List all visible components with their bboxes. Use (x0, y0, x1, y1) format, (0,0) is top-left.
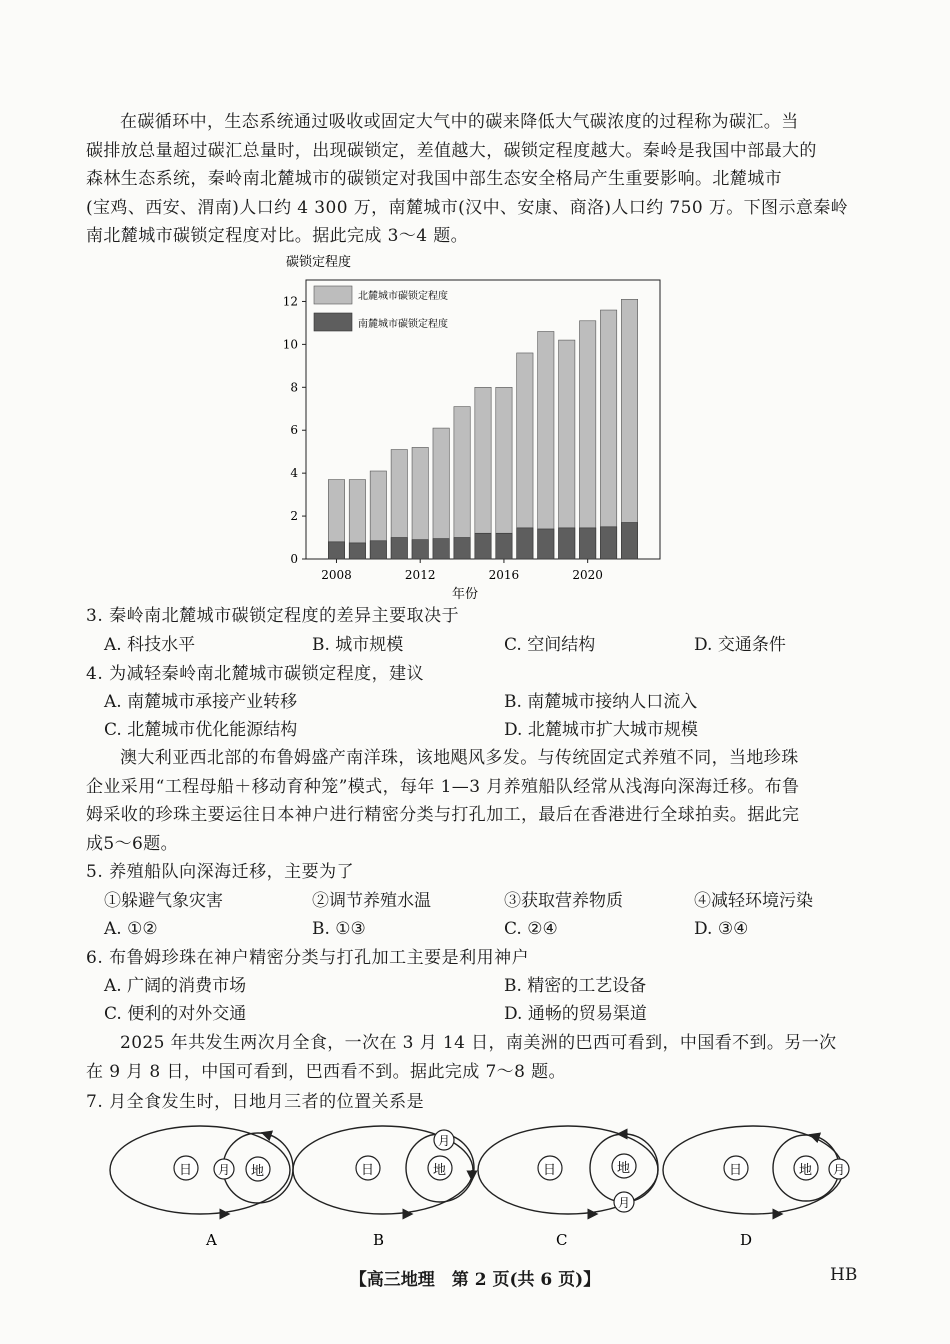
q3-option-d[interactable]: D. 交通条件 (694, 635, 786, 655)
moon-label: 月 (218, 1163, 231, 1177)
bar-south-2015 (475, 533, 491, 559)
y-tick-label: 4 (290, 466, 298, 481)
q6-option-d[interactable]: D. 通畅的贸易渠道 (504, 1004, 647, 1024)
intro1-line: (宝鸡、西安、渭南)人口约 4 300 万，南麓城市(汉中、安康、商洛)人口约 750 万。下图示意秦岭 (86, 197, 849, 218)
page-footer: 【高三地理 第 2 页(共 6 页)】 (349, 1270, 601, 1290)
bar-north-2014 (454, 407, 470, 559)
bar-south-2017 (517, 528, 533, 559)
intro1-line: 碳排放总量超过碳汇总量时，出现碳锁定，差值越大，碳锁定程度越大。秦岭是我国中部最大的 (86, 140, 817, 161)
q5-item-1: ①躲避气象灾害 (104, 891, 223, 911)
bar-south-2016 (496, 533, 512, 559)
x-tick-label: 2008 (321, 568, 352, 582)
y-tick-label: 10 (282, 337, 298, 352)
diagram-option-c[interactable] (478, 1126, 658, 1249)
legend-label-north: 北麓城市碳锁定程度 (358, 291, 448, 302)
legend-swatch-south (314, 313, 352, 331)
diagram-label-d: D (740, 1231, 753, 1249)
sun-label: 日 (543, 1163, 557, 1178)
q3-option-c[interactable]: C. 空间结构 (504, 635, 596, 655)
q6-option-b[interactable]: B. 精密的工艺设备 (504, 976, 647, 996)
q5-item-2: ②调节养殖水温 (312, 891, 431, 911)
q5-item-3: ③获取营养物质 (504, 891, 623, 911)
intro2-line: 姆采收的珍珠主要运往日本神户进行精密分类与打孔加工，最后在香港进行全球拍卖。据此完 (86, 805, 800, 825)
q6-option-c[interactable]: C. 便利的对外交通 (104, 1004, 247, 1024)
bar-north-2021 (600, 310, 616, 559)
earth-label: 地 (617, 1161, 631, 1176)
bar-north-2020 (580, 321, 596, 559)
bar-south-2013 (433, 539, 449, 559)
legend-label-south: 南麓城市碳锁定程度 (358, 319, 448, 330)
diagram-label-c: C (556, 1231, 568, 1249)
y-tick-label: 2 (290, 509, 298, 524)
carbon-lock-bar-chart (270, 250, 690, 605)
diagram-label-a: A (206, 1231, 217, 1249)
bar-south-2018 (538, 529, 554, 559)
intro2-line: 成5～6题。 (86, 833, 179, 854)
q6-stem: 6. 布鲁姆珍珠在神户精密分类与打孔加工主要是利用神户 (86, 948, 530, 968)
y-tick-label: 8 (290, 380, 298, 395)
moon-label: 月 (438, 1134, 451, 1148)
intro3-line: 在 9 月 8 日，中国可看到，巴西看不到。据此完成 7～8 题。 (86, 1061, 566, 1082)
intro-paragraph-3 (86, 1029, 866, 1086)
q3-option-a[interactable]: A. 科技水平 (104, 635, 196, 655)
legend-swatch-north (314, 286, 352, 304)
bar-south-2011 (391, 538, 407, 559)
q7-stem: 7. 月全食发生时，日地月三者的位置关系是 (86, 1092, 425, 1112)
bar-south-2021 (600, 527, 616, 559)
chart-legend (314, 286, 448, 331)
moon-label: 月 (618, 1196, 631, 1210)
bar-south-2019 (559, 528, 575, 559)
q5-option-d[interactable]: D. ③④ (694, 919, 749, 939)
intro-paragraph-2 (86, 744, 866, 858)
bar-south-2014 (454, 538, 470, 559)
chart-xlabel: 年份 (452, 587, 479, 602)
intro2-line: 澳大利亚西北部的布鲁姆盛产南洋珠，该地飓风多发。与传统固定式养殖不同，当地珍珠 (120, 748, 799, 768)
q5-option-c[interactable]: C. ②④ (504, 919, 558, 939)
q4-option-a[interactable]: A. 南麓城市承接产业转移 (104, 692, 298, 712)
x-tick-label: 2020 (572, 568, 603, 582)
orbit-diagrams (100, 1120, 870, 1255)
y-tick-label: 0 (290, 552, 298, 566)
bar-south-2012 (412, 540, 428, 559)
intro1-line: 南北麓城市碳锁定程度对比。据此完成 3～4 题。 (86, 226, 469, 246)
diagram-option-b[interactable] (293, 1126, 474, 1249)
diagram-option-a[interactable] (110, 1126, 293, 1249)
intro1-line: 在碳循环中，生态系统通过吸收或固定大气中的碳来降低大气碳浓度的过程称为碳汇。当 (120, 112, 799, 132)
bar-south-2020 (580, 528, 596, 559)
q4-stem: 4. 为减轻秦岭南北麓城市碳锁定程度，建议 (86, 664, 425, 684)
earth-label: 地 (799, 1163, 813, 1178)
intro-paragraph-1 (86, 108, 866, 251)
bar-south-2008 (328, 542, 344, 559)
q3-option-b[interactable]: B. 城市规模 (312, 635, 404, 655)
sun-label: 日 (729, 1163, 743, 1178)
sun-label: 日 (361, 1163, 375, 1178)
q5-option-a[interactable]: A. ①② (104, 919, 158, 939)
earth-label: 地 (251, 1164, 265, 1179)
bar-north-2019 (559, 340, 575, 559)
q5-option-b[interactable]: B. ①③ (312, 919, 366, 939)
sun-label: 日 (179, 1163, 193, 1178)
x-tick-label: 2016 (488, 568, 520, 582)
chart-ylabel: 碳锁定程度 (286, 255, 352, 270)
q5-item-4: ④减轻环境污染 (694, 891, 813, 911)
intro2-line: 企业采用“工程母船＋移动育种笼”模式，每年 1—3 月养殖船队经常从浅海向深海迁移。布鲁 (86, 776, 800, 797)
q5-stem: 5. 养殖船队向深海迁移，主要为了 (86, 862, 355, 882)
diagram-label-b: B (373, 1231, 385, 1249)
bar-north-2018 (538, 332, 554, 559)
bar-south-2009 (349, 543, 365, 559)
q3-stem: 3. 秦岭南北麓城市碳锁定程度的差异主要取决于 (86, 606, 460, 626)
bar-north-2022 (621, 299, 637, 559)
bar-south-2010 (370, 541, 386, 559)
paper-code: HB (830, 1265, 858, 1285)
earth-label: 地 (433, 1163, 447, 1178)
y-tick-label: 6 (290, 423, 298, 438)
x-tick-label: 2012 (404, 568, 436, 582)
q4-option-c[interactable]: C. 北麓城市优化能源结构 (104, 720, 298, 740)
y-tick-label: 12 (282, 294, 298, 309)
diagram-option-d[interactable] (663, 1126, 849, 1249)
intro1-line: 森林生态系统，秦岭南北麓城市的碳锁定对我国中部生态安全格局产生重要影响。北麓城市 (86, 169, 782, 189)
q4-option-d[interactable]: D. 北麓城市扩大城市规模 (504, 720, 698, 740)
q6-option-a[interactable]: A. 广阔的消费市场 (104, 976, 247, 996)
intro3-line: 2025 年共发生两次月全食，一次在 3 月 14 日，南美洲的巴西可看到，中国看不到。另一次 (120, 1033, 837, 1053)
q4-option-b[interactable]: B. 南麓城市接纳人口流入 (504, 692, 698, 712)
moon-label: 月 (833, 1163, 846, 1177)
bar-south-2022 (621, 523, 637, 559)
